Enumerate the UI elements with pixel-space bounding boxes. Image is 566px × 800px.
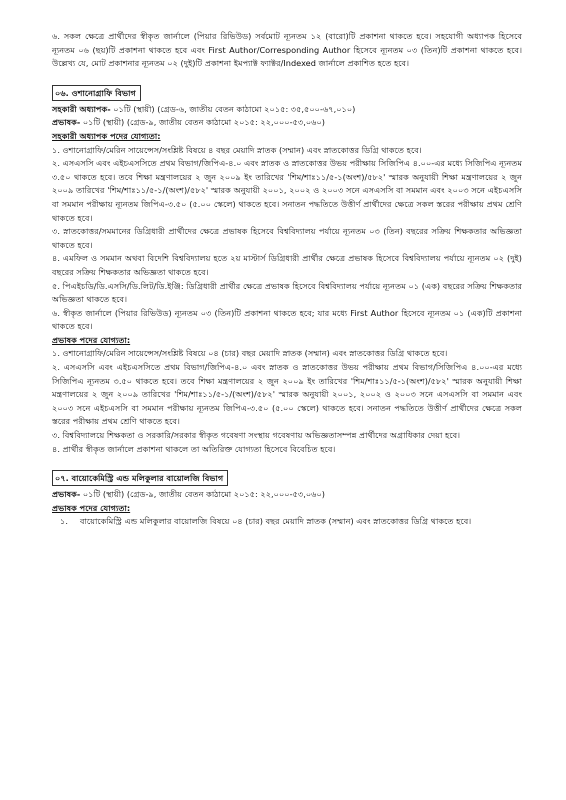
qualification-item: ৩. বিশ্ববিদ্যালয়ে শিক্ষকতা ও সরকারি/সরকার স্বীকৃত গবেষণা সংস্থায় গবেষণায় অভিজ্ঞতাসম্পন্ন প্রার্থীদের অগ্রাধিকার দেয়া হবে। <box>52 430 461 441</box>
qualification-item <box>52 515 522 529</box>
spacer <box>52 456 522 466</box>
post-lecturer <box>52 488 522 502</box>
post-detail: ০১টি (স্থায়ী) (গ্রেড-৯, জাতীয় বেতন কাঠামো ২০১৫: ২২,০০০-৫৩,০৬০) <box>80 117 325 128</box>
qualification-item: ১. ওশানোগ্রাফি/মেরিন সায়েন্সেস/সংশ্লিষ্ট বিষয়ে ০৪ (চার) বছর মেয়াদি স্নাতক (সম্মান) এবং স্নাতকোত্তর ডিগ্রি থাকতে হবে। <box>52 348 448 359</box>
post-label: প্রভাষক- <box>52 117 81 128</box>
lecturer-qualification-title: প্রভাষক পদের যোগ্যতা: <box>52 334 131 345</box>
publication-requirement-paragraph: ৬. সকল ক্ষেত্রে প্রার্থীদের স্বীকৃত জার্নালে (পিয়ার রিভিউড) সর্বমোট ন্যূনতম ১২ (বারো)টি প্রকাশনা থাকতে হবে। সহযোগী অধ্যাপক হিসেবে ন্যূনতম ০৬ (ছয়)টি প্রকাশনা থাকতে হবে এবং First Author/Corresponding Author হিসেবে ন্যূনতম ০৩ (তিন)টি প্রকাশনা থাকতে হবে। উল্লেখ্য যে, মোট প্রকাশনার ন্যূনতম ০২ (দুই)টি প্রকাশনা ইমপ্যাক্ট ফ্যাক্টর/Indexed জার্নালে প্রকাশিত হতে হবে। <box>52 31 522 69</box>
document-page <box>52 30 522 529</box>
post-detail: ০১টি (স্থায়ী) (গ্রেড-৬, জাতীয় বেতন কাঠামো ২০১৫: ৩৫,৫০০-৬৭,০১০) <box>110 103 356 114</box>
post-label: প্রভাষক- <box>52 489 81 500</box>
qualification-item: ৪. প্রার্থীর স্বীকৃত জার্নালে প্রকাশনা থাকলে তা অতিরিক্ত যোগ্যতা হিসেবে বিবেচিত হবে। <box>52 443 336 454</box>
assistant-professor-qualification-title: সহকারী অধ্যাপক পদের যোগ্যতা: <box>52 130 161 141</box>
post-assistant-professor <box>52 103 522 117</box>
qualification-item: ২. এসএসসি এবং এইচএসসিতে প্রথম বিভাগ/জিপিএ-৪.০ এবং স্নাতক ও স্নাতকোত্তর উভয় পরীক্ষায় সিজিপিএ ৪.০০-এর মধ্যে সিজিপিএ ন্যূনতম ৩.৫০ থাকতে হবে। তবে শিক্ষা মন্ত্রণালয়ের ২ জুন ২০০৯ ইং তারিখের 'শিম/শাঃ১১/৫-১(অংশ)/৫৮২' স্মারক অনুযায়ী শিক্ষা মন্ত্রণালয়ের ২ জুন ২০০৯ তারিখের 'শিম/শাঃ১১/৫-১/(অংশ)/৫৮২' স্মারক অনুযায়ী ২০০১, ২০০২ ও ২০০৩ সনে এসএসসি বা সমমান এবং ২০০৩ সনে এইচএসসি বা সমমান পরীক্ষায় ন্যূনতম জিপিএ-৩.৫০ (৫.০০ স্কেলে) থাকতে হবে। সনাতন পদ্ধতিতে উত্তীর্ণ প্রার্থীদের ক্ষেত্রে সকল স্তরের পরীক্ষায় প্রথম শ্রেণি থাকতে হবে। <box>52 158 522 223</box>
qualification-item: ২. এসএসসি এবং এইচএসসিতে প্রথম বিভাগ/জিপিএ-৪.০ এবং স্নাতক ও স্নাতকোত্তর উভয় পরীক্ষায় প্রথম বিভাগ/সিজিপিএ ৪.০০-এর মধ্যে সিজিপিএ ন্যূনতম ৩.৫০ থাকতে হবে। তবে শিক্ষা মন্ত্রণালয়ের ২ জুন ২০০৯ ইং তারিখের 'শিম/শাঃ১১/৫-১(অংশ)/৫৮২' স্মারক অনুযায়ী শিক্ষা মন্ত্রণালয়ের ২ জুন ২০০৯ তারিখের 'শিম/শাঃ১১/৫-১/(অংশ)/৫৮২' স্মারক অনুযায়ী ২০০১, ২০০২ ও ২০০৩ সনে এসএসসি বা সমমান এবং ২০০৩ সনে এইচএসসি বা সমমান পরীক্ষায় ন্যূনতম জিপিএ-৩.৫০ (৫.০০ স্কেলে) থাকতে হবে। সনাতন পদ্ধতিতে উত্তীর্ণ প্রার্থীদের ক্ষেত্রে সকল স্তরের পরীক্ষায় প্রথম শ্রেণি থাকতে হবে। <box>52 362 522 427</box>
post-label: সহকারী অধ্যাপক- <box>52 103 111 114</box>
section-header-biochemistry: ০৭. বায়োকেমিস্ট্রি এন্ড মলিকুলার বায়োলজি বিভাগ <box>52 470 228 486</box>
post-lecturer <box>52 116 522 130</box>
qualification-item: ৪. এমফিল ও সমমান অথবা বিদেশি বিশ্ববিদ্যালয় হতে ২য় মাস্টার্স ডিগ্রিধারী প্রার্থীর ক্ষেত্রে প্রভাষক হিসেবে বিশ্ববিদ্যালয় পর্যায়ে ন্যূনতম ০২ (দুই) বছরের সক্রিয় শিক্ষকতার অভিজ্ঞতা থাকতে হবে। <box>52 253 522 277</box>
spacer <box>52 71 522 81</box>
item-number: ১. <box>60 516 68 527</box>
lecturer-qualification-title: প্রভাষক পদের যোগ্যতা: <box>52 502 131 513</box>
qualification-item: ৩. স্নাতকোত্তর/সমমানের ডিগ্রিধারী প্রার্থীদের ক্ষেত্রে প্রভাষক হিসেবে বিশ্ববিদ্যালয় পর্যায়ে ন্যূনতম ০৩ (তিন) বছরের সক্রিয় শিক্ষকতার অভিজ্ঞতা থাকতে হবে। <box>52 226 522 250</box>
section-header-oceanography: ০৬. ওশানোগ্রাফি বিভাগ <box>52 85 141 101</box>
qualification-item: ১. ওশানোগ্রাফি/মেরিন সায়েন্সেস/সংশ্লিষ্ট বিষয়ে ৪ বছর মেয়াদি স্নাতক (সম্মান) এবং স্নাতকোত্তর ডিগ্রি থাকতে হবে। <box>52 144 422 155</box>
post-detail: ০১টি (স্থায়ী) (গ্রেড-৯, জাতীয় বেতন কাঠামো ২০১৫: ২২,০০০-৫৩,০৬০) <box>80 489 325 500</box>
item-text: বায়োকেমিস্ট্রি এন্ড মলিকুলার বায়োলজি বিষয়ে ০৪ (চার) বছর মেয়াদি স্নাতক (সম্মান) এবং স্নাতকোত্তর ডিগ্রি থাকতে হবে। <box>80 516 472 527</box>
qualification-item: ৬. স্বীকৃত জার্নালে (পিয়ার রিভিউড) ন্যূনতম ০৩ (তিন)টি প্রকাশনা থাকতে হবে; যার মধ্যে First Author হিসেবে ন্যূনতম ০১ (এক)টি প্রকাশনা থাকতে হবে। <box>52 307 522 332</box>
qualification-item: ৫. পিএইচডি/ডি.এসসি/ডি.লিট/ডি.ইঞ্জি: ডিগ্রিধারী প্রার্থীর ক্ষেত্রে প্রভাষক হিসেবে বিশ্ববিদ্যালয় পর্যায়ে ন্যূনতম ০১ (এক) বছরের সক্রিয় শিক্ষকতার অভিজ্ঞতা থাকতে হবে। <box>52 280 522 305</box>
